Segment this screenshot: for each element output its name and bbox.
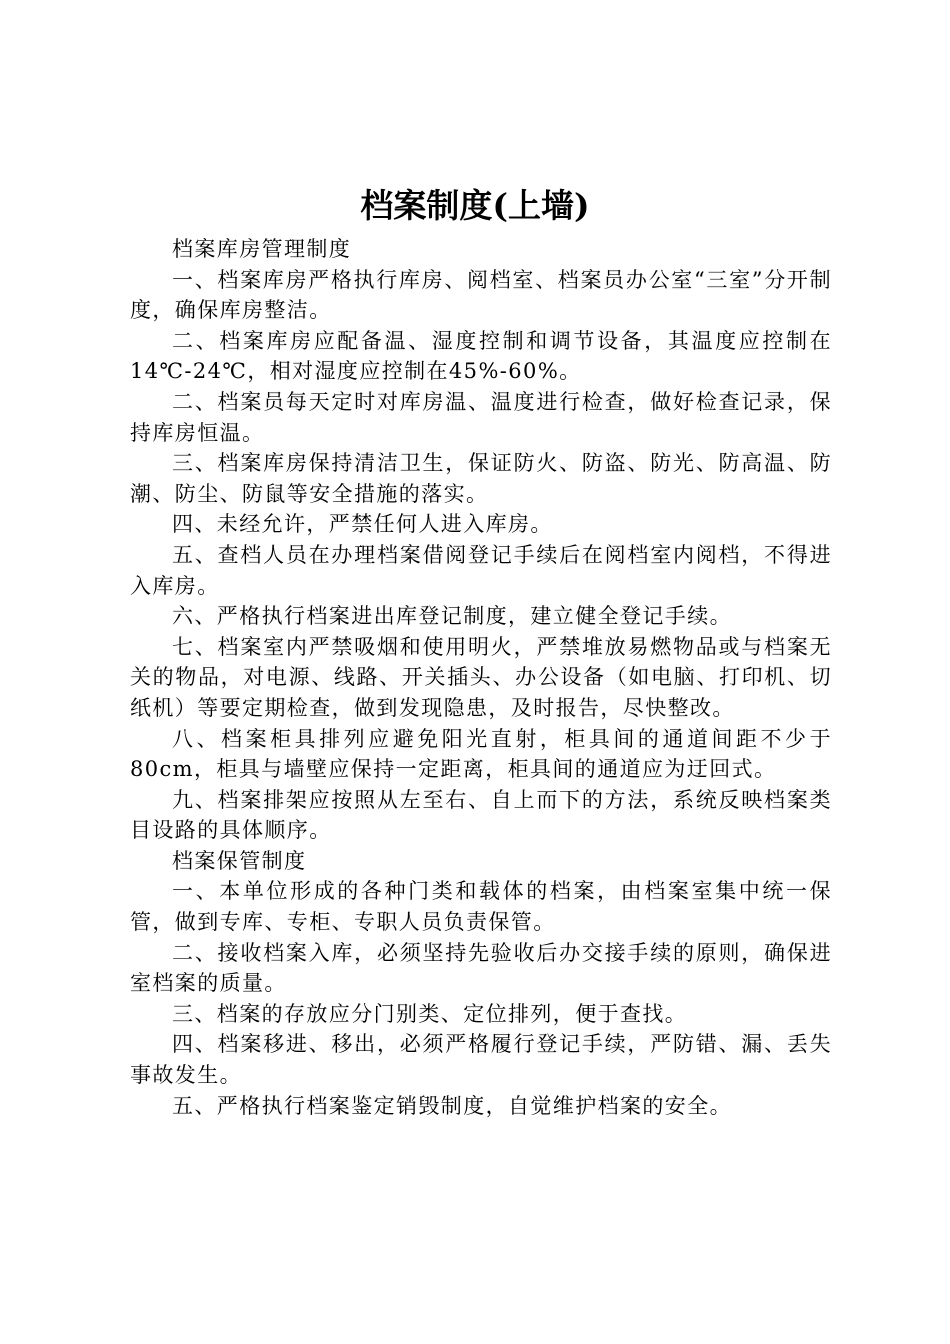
section-heading-storage-room: 档案库房管理制度 — [172, 237, 352, 261]
section-heading-custody: 档案保管制度 — [172, 848, 307, 873]
page-title: 档案制度(上墙) — [360, 186, 590, 225]
paragraph: 七、档案室内严禁吸烟和使用明火，严禁堆放易燃物品或与档案无关的物品，对电源、线路、开关插头、办公设备（如电脑、打印机、切纸机）等要定期检查，做到发现隐患，及时报告，尽快整改。 — [130, 634, 832, 720]
paragraph: 五、严格执行档案鉴定销毁制度，自觉维护档案的安全。 — [172, 1093, 732, 1118]
paragraph: 六、严格执行档案进出库登记制度，建立健全登记手续。 — [172, 604, 732, 629]
paragraph: 二、接收档案入库，必须坚持先验收后办交接手续的原则，确保进室档案的质量。 — [130, 940, 832, 996]
paragraph: 三、档案库房保持清洁卫生，保证防火、防盗、防光、防高温、防潮、防尘、防鼠等安全措施的落实。 — [130, 451, 832, 506]
paragraph: 五、查档人员在办理档案借阅登记手续后在阅档室内阅档，不得进入库房。 — [130, 542, 832, 598]
paragraph: 四、档案移进、移出，必须严格履行登记手续，严防错、漏、丢失事故发生。 — [130, 1032, 832, 1088]
paragraph: 一、本单位形成的各种门类和载体的档案，由档案室集中统一保管，做到专库、专柜、专职人员负责保管。 — [130, 879, 832, 935]
paragraph: 四、未经允许，严禁任何人进入库房。 — [172, 512, 553, 537]
paragraph: 一、档案库房严格执行库房、阅档室、档案员办公室“三室”分开制度，确保库房整洁。 — [130, 267, 832, 323]
paragraph: 八、档案柜具排列应避免阳光直射，柜具间的通道间距不少于80cm，柜具与墙壁应保持一定距离，柜具间的通道应为迂回式。 — [130, 726, 832, 782]
paragraph: 二、档案员每天定时对库房温、温度进行检查，做好检查记录，保持库房恒温。 — [130, 389, 832, 445]
document-body — [130, 234, 832, 1121]
paragraph: 九、档案排架应按照从左至右、自上而下的方法，系统反映档案类目设路的具体顺序。 — [130, 787, 832, 843]
paragraph: 二、档案库房应配备温、湿度控制和调节设备，其温度应控制在14℃-24℃，相对湿度应控制在45%-60%。 — [130, 328, 832, 384]
paragraph: 三、档案的存放应分门别类、定位排列，便于查找。 — [172, 1001, 688, 1026]
